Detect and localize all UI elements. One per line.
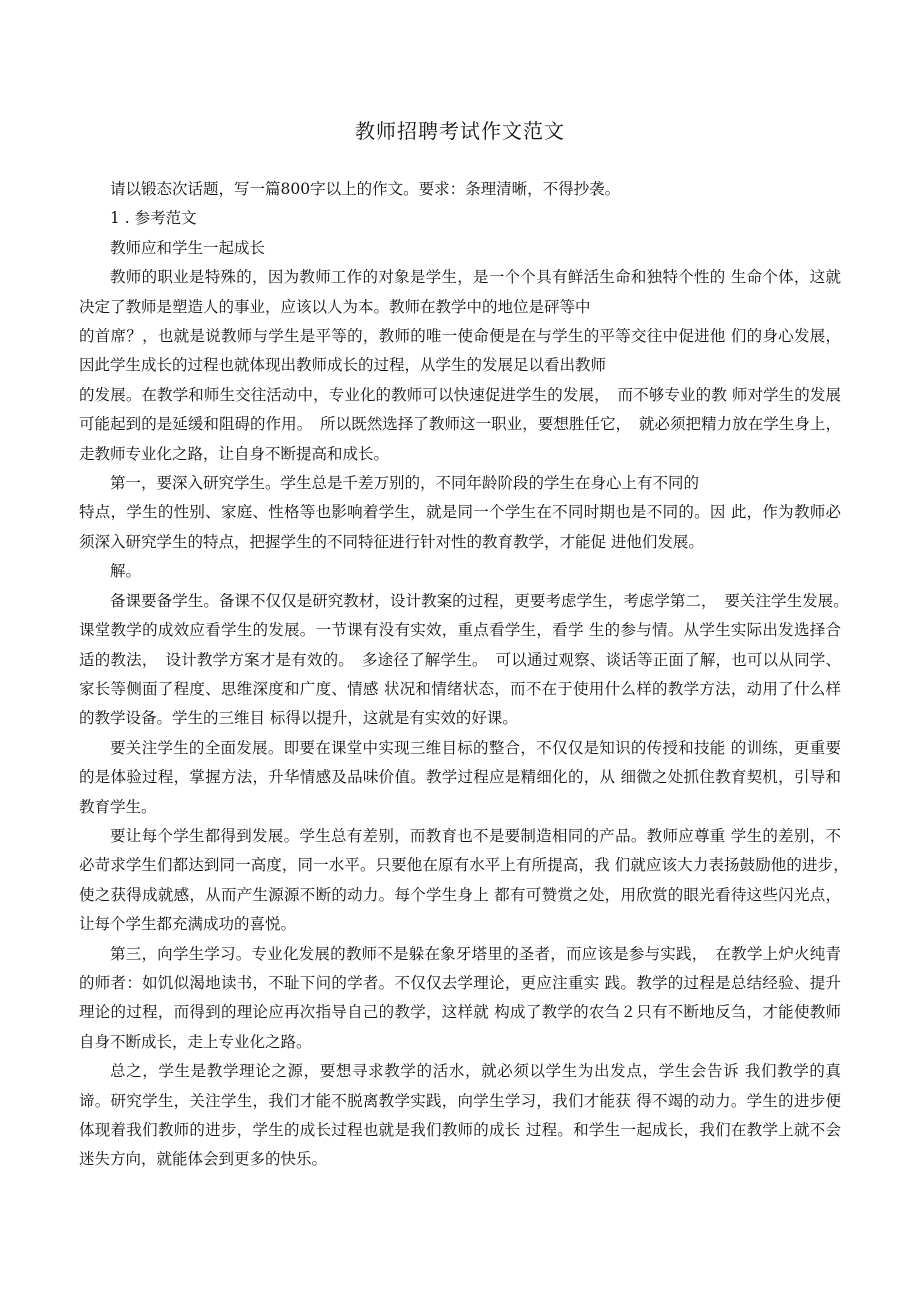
paragraph: 总之，学生是教学理论之源，要想寻求教学的活水，就必须以学生为出发点，学生会告诉 我们教学的真谛。研究学生，关注学生，我们才能不脱离教学实践，向学生学习，我们才能获 得不竭的动力。学生的进步便体现着我们教师的进步，学生的成长过程也就是我们教师的成长 过程。和学生一起成长，我们在教学上就不会迷失方向，就能体会到更多的快乐。 [79,1062,841,1169]
paragraph: 特点，学生的性别、家庭、性格等也影响着学生，就是同一个学生在不同时期也是不同的。因 此，作为教师必须深入研究学生的特点，把握学生的不同特征进行针对性的教育教学，才能促 进他们发展。 [79,503,841,551]
paragraph: 的首席？，也就是说教师与学生是平等的，教师的唯一使命便是在与学生的平等交往中促进他 们的身心发展，因此学生成长的过程也就体现出教师成长的过程，从学生的发展足以看出教师 [79,327,841,375]
paragraph: 的发展。在教学和师生交往活动中，专业化的教师可以快速促进学生的发展， 而不够专业的教 师对学生的发展可能起到的是延缓和阻碍的作用。 所以既然选择了教师这一职业，要想胜任它， 就必须把精力放在学生身上，走教师专业化之路，让自身不断提高和成长。 [79,385,841,463]
paragraph: 第三，向学生学习。专业化发展的教师不是躲在象牙塔里的圣者，而应该是参与实践， 在教学上炉火纯青的师者：如饥似渴地读书，不耻下问的学者。不仅仅去学理论，更应注重实 践。教学的过程是总结经验、提升理论的过程，而得到的理论应再次指导自己的教学，这样就 构成了教学的农刍２只有不断地反刍，才能使教师自身不断成长，走上专业化之路。 [79,944,841,1051]
paragraph: 第一，要深入研究学生。学生总是千差万别的，不同年龄阶段的学生在身心上有不同的 [110,474,700,493]
paragraph: 要关注学生的全面发展。即要在课堂中实现三维目标的整合，不仅仅是知识的传授和技能 的训练，更重要的是体验过程，掌握方法，升华情感及品味价值。教学过程应是精细化的，从 细微之处抓住教育契机，引导和教育学生。 [79,738,841,816]
paragraph: 备课要备学生。备课不仅仅是研究教材，设计教案的过程，更要考虑学生，考虑学第二， 要关注学生发展。 课堂教学的成效应看学生的发展。一节课有没有实效，重点看学生，看学 生的参与情。从学生实际出发选择合适的教法， 设计教学方案才是有效的。 多途径了解学生。 可以通过观察、谈话等正面了解，也可以从同学、家长等侧面了程度、思维深度和广度、情感 状况和情绪状态，而不在于使用什么样的教学方法，动用了什么样的教学设备。学生的三维目 标得以提升，这就是有实效的好课。 [79,591,857,728]
document-title: 教师招聘考试作文范文 [355,119,565,143]
paragraph: 1 . 参考范文 [110,209,197,228]
paragraph: 要让每个学生都得到发展。学生总有差别，而教育也不是要制造相同的产品。教师应尊重 学生的差别，不必苛求学生们都达到同一高度，同一水平。只要他在原有水平上有所提高，我 们就应该大力表扬鼓励他的进步， 使之获得成就感，从而产生源源不断的动力。每个学生身上 都有可赞赏之处，用欣赏的眼光看待这些闪光点，让每个学生都充满成功的喜悦。 [79,826,857,934]
paragraph: 教师的职业是特殊的，因为教师工作的对象是学生，是一个个具有鲜活生命和独特个性的 生命个体，这就决定了教师是塑造人的事业，应该以人为本。教师在教学中的地位是砰等中 [79,268,841,316]
paragraph: 解。 [110,562,142,581]
paragraph: 教师应和学生一起成长 [110,238,266,257]
document-body [79,175,857,1175]
paragraph: 请以锻态次话题，写一篇800字以上的作文。要求：条理清晰，不得抄袭。 [110,180,621,198]
